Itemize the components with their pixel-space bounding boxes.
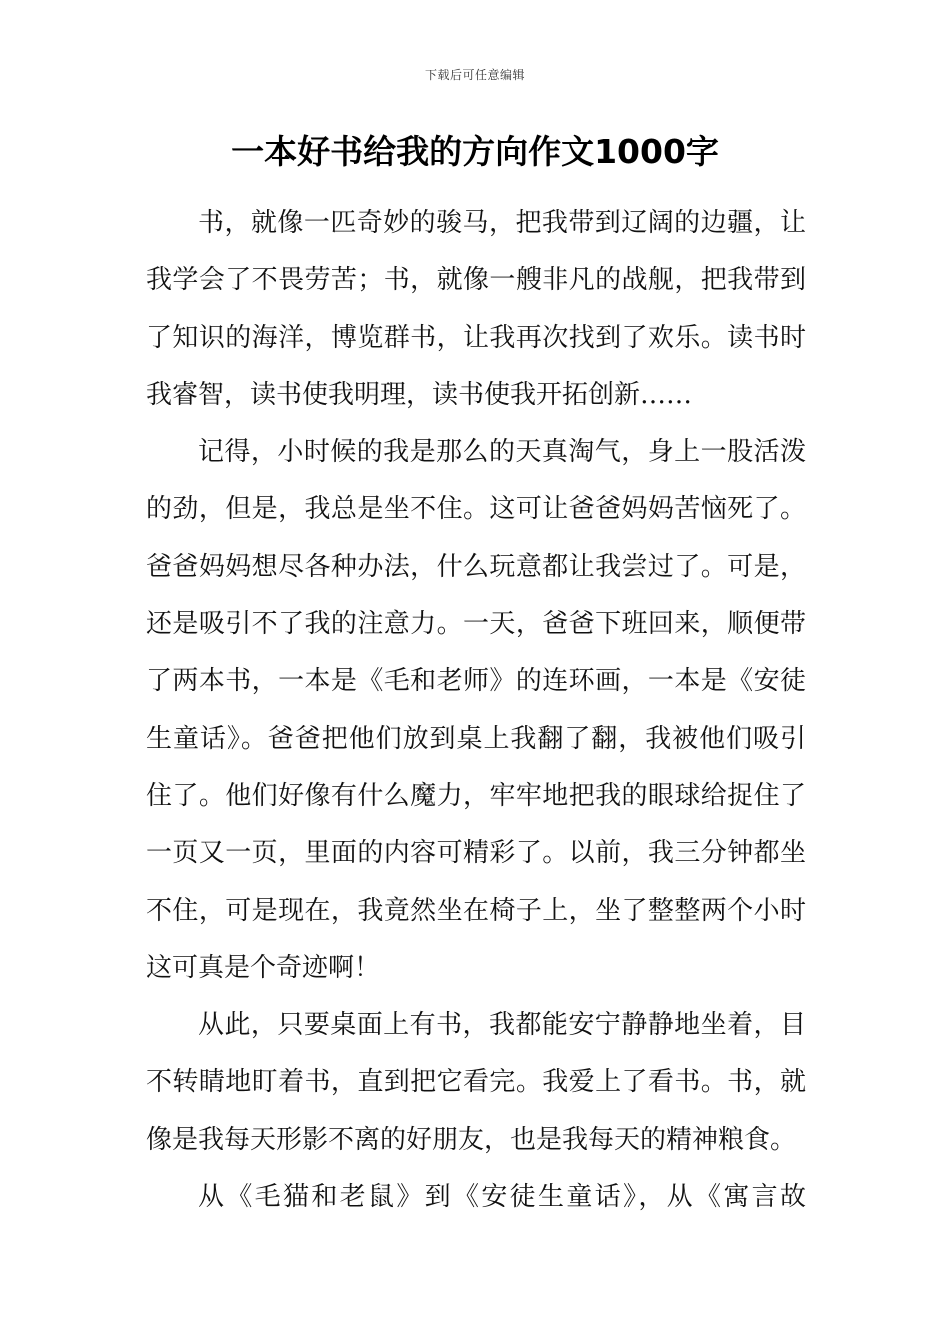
document-title: 一本好书给我的方向作文1000字	[231, 132, 719, 171]
paragraph-2: 记得，小时候的我是那么的天真淘气，身上一股活泼的劲，但是，我总是坐不住。这可让爸爸妈妈苦恼死了。爸爸妈妈想尽各种办法，什么玩意都让我尝过了。可是，还是吸引不了我的注意力。一天，爸爸下班回来，顺便带了两本书，一本是《毛和老师》的连环画，一本是《安徒生童话》。爸爸把他们放到桌上我翻了翻，我被他们吸引住了。他们好像有什么魔力，牢牢地把我的眼球给捉住了一页又一页，里面的内容可精彩了。以前，我三分钟都坐不住，可是现在，我竟然坐在椅子上，坐了整整两个小时这可真是个奇迹啊！	[146, 437, 806, 983]
paragraph-3: 从此，只要桌面上有书，我都能安宁静静地坐着，目不转睛地盯着书，直到把它看完。我爱上了看书。书，就像是我每天形影不离的好朋友，也是我每天的精神粮食。	[146, 1010, 806, 1155]
paragraph-4: 从《毛猫和老鼠》到《安徒生童话》，从《寓言故	[198, 1182, 806, 1213]
paragraph-1: 书，就像一匹奇妙的骏马，把我带到辽阔的边疆，让我学会了不畏劳苦；书，就像一艘非凡的战舰，把我带到了知识的海洋，博览群书，让我再次找到了欢乐。读书时我睿智，读书使我明理，读书使我开拓创新……	[146, 208, 806, 410]
document-body	[146, 195, 806, 1226]
header-note: 下载后可任意编辑	[424, 68, 525, 82]
